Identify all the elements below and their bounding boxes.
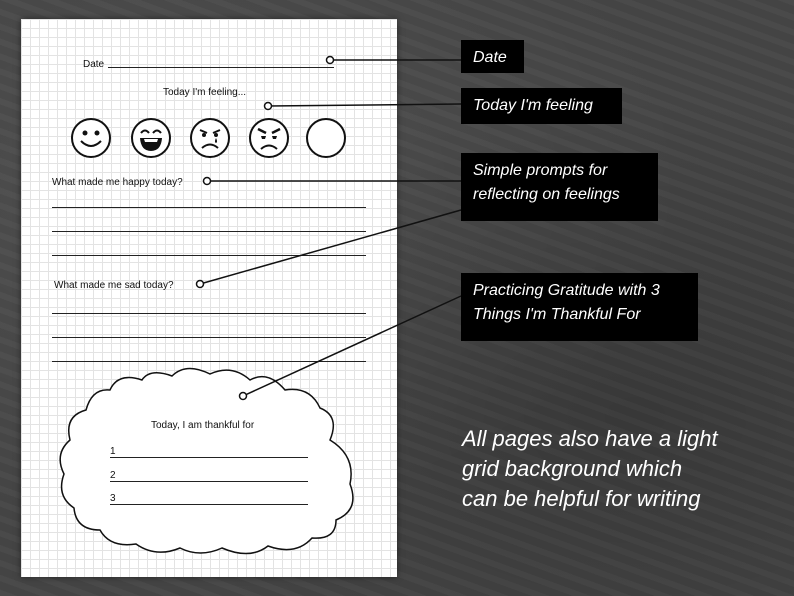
callout-feeling-text: Today I'm feeling	[473, 97, 593, 114]
thankful-title: Today, I am thankful for	[151, 420, 255, 431]
thankful-number: 2	[110, 470, 116, 481]
callout-date	[461, 40, 524, 73]
callout-gratitude-line2: Things I'm Thankful For	[473, 306, 641, 323]
grid-note	[462, 424, 718, 514]
grid-note-line1: All pages also have a light	[462, 426, 718, 451]
callout-prompts-line1: Simple prompts for	[473, 162, 608, 179]
thankful-number: 3	[110, 493, 116, 504]
feeling-label: Today I'm feeling...	[163, 87, 247, 98]
grid-note-line2: grid background which	[462, 456, 683, 481]
thankful-number: 1	[110, 446, 116, 457]
grid-note-line3: can be helpful for writing	[462, 486, 701, 511]
date-label: Date	[83, 59, 105, 70]
callout-gratitude	[461, 273, 698, 341]
sad-prompt: What made me sad today?	[54, 280, 174, 291]
callout-gratitude-line1: Practicing Gratitude with 3	[473, 282, 660, 299]
callout-prompts	[461, 153, 658, 221]
callout-date-text: Date	[473, 49, 507, 66]
happy-prompt: What made me happy today?	[52, 177, 183, 188]
callout-feeling	[461, 88, 622, 124]
callout-prompts-line2: reflecting on feelings	[473, 186, 620, 203]
